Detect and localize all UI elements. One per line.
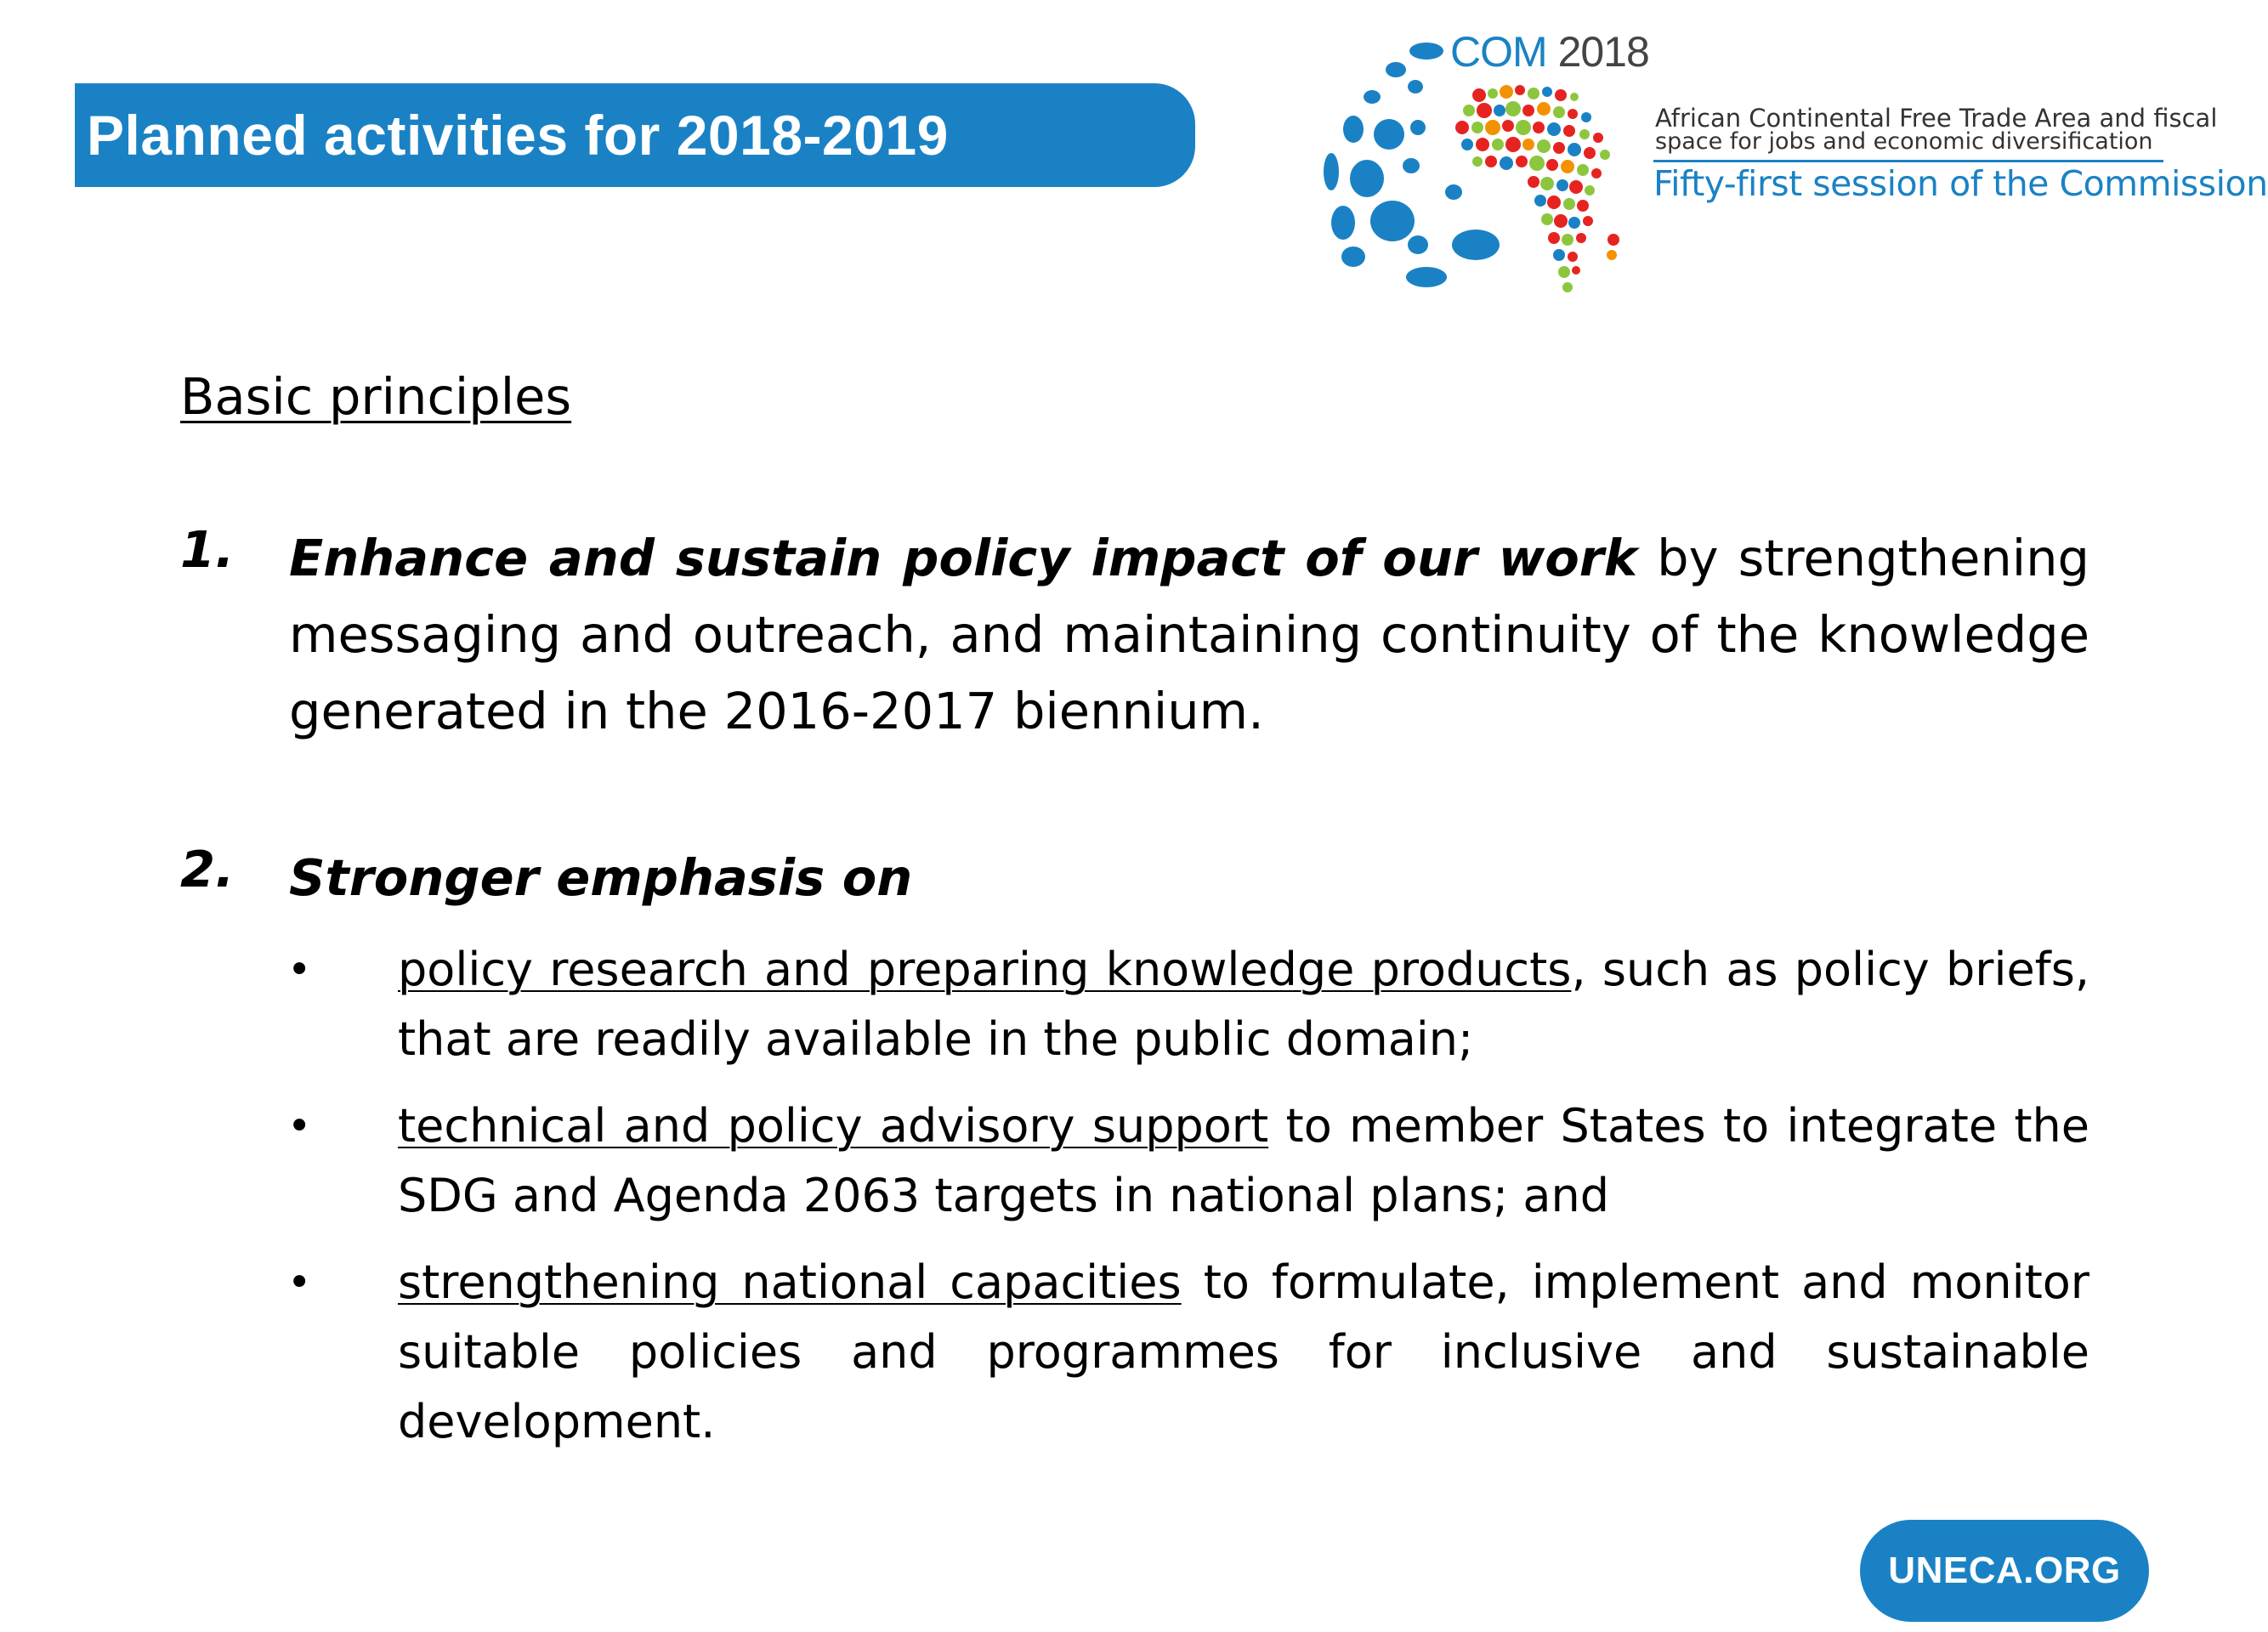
bullet-rest: to formulate, implement and monitor suitable policies and programmes for inclusive and sustainable development. [398,1255,2089,1448]
bullet-emphasis: strengthening national capacities [398,1255,1182,1309]
logo-session-label: Fifty-first session of the Commission [1653,163,2268,204]
com2018-logo [1318,26,2268,314]
bullet-text [398,1248,2089,1457]
list-item [180,1091,2089,1231]
principle-text [289,840,2089,916]
logo-com-text: COM [1450,28,1547,76]
logo-subtitle-line2: space for jobs and economic diversification [1655,128,2153,155]
list-item [180,935,2089,1074]
bullet-emphasis: technical and policy advisory support [398,1099,1269,1153]
logo-divider [1653,160,2163,162]
page-title: Planned activities for 2018-2019 [87,104,949,167]
bullet-rest: , such as policy briefs, that are readily available in the public domain; [398,943,2089,1066]
principle-rest: by strengthening messaging and outreach, and maintaining continuity of the knowledge generated in the 2016-2017 biennium. [289,529,2089,740]
logo-com-year: 2018 [1557,28,1649,76]
bullet-marker: • [287,946,312,994]
bullet-marker: • [287,1102,312,1150]
bullet-emphasis: policy research and preparing knowledge products [398,943,1572,996]
title-banner [75,83,1195,187]
bullet-rest: to member States to integrate the SDG and Agenda 2063 targets in national plans; and [398,1099,2089,1222]
section-subheading: Basic principles [180,367,572,426]
logo-com-label [1450,27,1649,76]
uneca-link-badge[interactable]: UNECA.ORG [1860,1520,2149,1622]
bullet-marker: • [287,1259,312,1306]
principle-number: 1. [180,520,235,579]
bullet-text [398,935,2089,1074]
bullet-text [398,1091,2089,1231]
principle-lead: Enhance and sustain policy impact of our work [289,529,1638,587]
principle-lead: Stronger emphasis on [289,848,913,907]
principle-number: 2. [180,840,235,898]
emphasis-bullet-list [180,935,2089,1474]
logo-subtitle-line1: African Continental Free Trade Area and fiscal [1655,104,2218,133]
list-item [180,1248,2089,1457]
principle-text [289,520,2089,750]
